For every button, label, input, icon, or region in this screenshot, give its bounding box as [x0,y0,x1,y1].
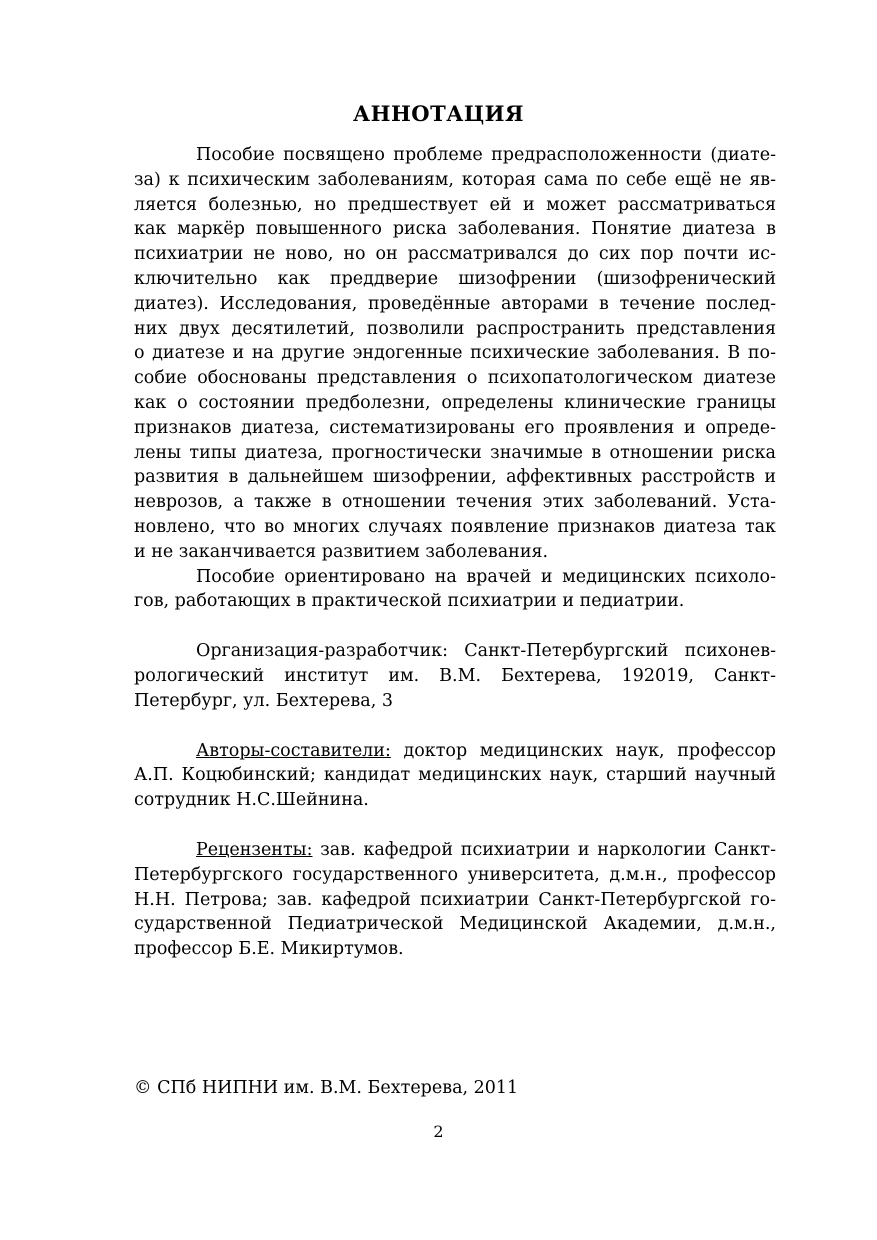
text-line: за) к психическим заболеваниям, которая сама по себе ещё не яв- [134,169,776,190]
audience-paragraph [134,565,776,615]
text-line: гов, работающих в практической психиатрии и педиатрии. [134,591,685,612]
text-line: неврозов, а также в отношении течения этих заболеваний. Уста- [134,492,776,513]
copyright-notice: © СПб НИПНИ им. В.М. Бехтерева, 2011 [134,1078,519,1098]
page-number: 2 [433,1122,444,1141]
text-line: Организация-разработчик: Санкт-Петербургский психонев- [196,641,776,662]
text-line: как о состоянии предболезни, определены клинические границы [134,392,776,413]
text-line: Пособие посвящено проблеме предрасположенности (диате- [196,145,776,165]
reviewers-label: Рецензенты: [196,839,313,860]
paragraph-spacer [134,614,776,639]
text-line: собие обоснованы представления о психопатологическом диатезе [134,368,776,389]
text-line: новлено, что во многих случаях появление признаков диатеза так [134,516,776,537]
text-line: Пособие ориентировано на врачей и медицинских психоло- [196,566,776,587]
text-line: развития в дальнейшем шизофрении, аффективных расстройств и [134,467,776,488]
authors-label: Авторы-составители: [196,740,391,761]
authors-paragraph [134,739,776,813]
text-line: психиатрии не ново, но он рассматривался до сих пор почти ис- [134,244,776,265]
reviewers-text: зав. кафедрой психиатрии и наркологии Санкт- [312,839,776,860]
abstract-paragraph [134,143,776,565]
text-line: ключительно как преддверие шизофрении (шизофренический [134,268,776,289]
paragraph-spacer [134,813,776,838]
text-line: А.П. Коцюбинский; кандидат медицинских наук, старший научный [134,765,776,786]
document-body [134,143,776,962]
text-line: признаков диатеза, систематизированы его проявления и опреде- [134,417,776,438]
text-line: ляется болезнью, но предшествует ей и может рассматриваться [134,194,776,215]
text-line: них двух десятилетий, позволили распространить представления [134,318,776,339]
text-line: сотрудник Н.С.Шейнина. [134,790,369,811]
text-line: Петербург, ул. Бехтерева, 3 [134,690,393,711]
text-line: и не заканчивается развитием заболевания. [134,541,549,562]
text-line: о диатезе и на другие эндогенные психические заболевания. В по- [134,343,776,364]
text-line: лены типы диатеза, прогностически значимые в отношении риска [134,442,776,463]
text-line: профессор Б.Е. Микиртумов. [134,939,404,960]
paragraph-spacer [134,714,776,739]
text-line [134,739,776,764]
text-line: рологический институт им. В.М. Бехтерева, 192019, Санкт- [134,665,776,686]
page-title: АННОТАЦИЯ [353,101,524,126]
authors-text: доктор медицинских наук, профессор [390,740,776,761]
text-line: Петербургского государственного университета, д.м.н., профессор [134,864,776,885]
text-line: диатез). Исследования, проведённые авторами в течение послед- [134,293,776,314]
text-line [134,838,776,863]
text-line: сударственной Педиатрической Медицинской Академии, д.м.н., [134,914,776,935]
text-line: Н.Н. Петрова; зав. кафедрой психиатрии Санкт-Петербургской го- [134,889,776,910]
reviewers-paragraph [134,838,776,962]
text-line: как маркёр повышенного риска заболевания. Понятие диатеза в [134,219,776,240]
organization-paragraph [134,639,776,713]
